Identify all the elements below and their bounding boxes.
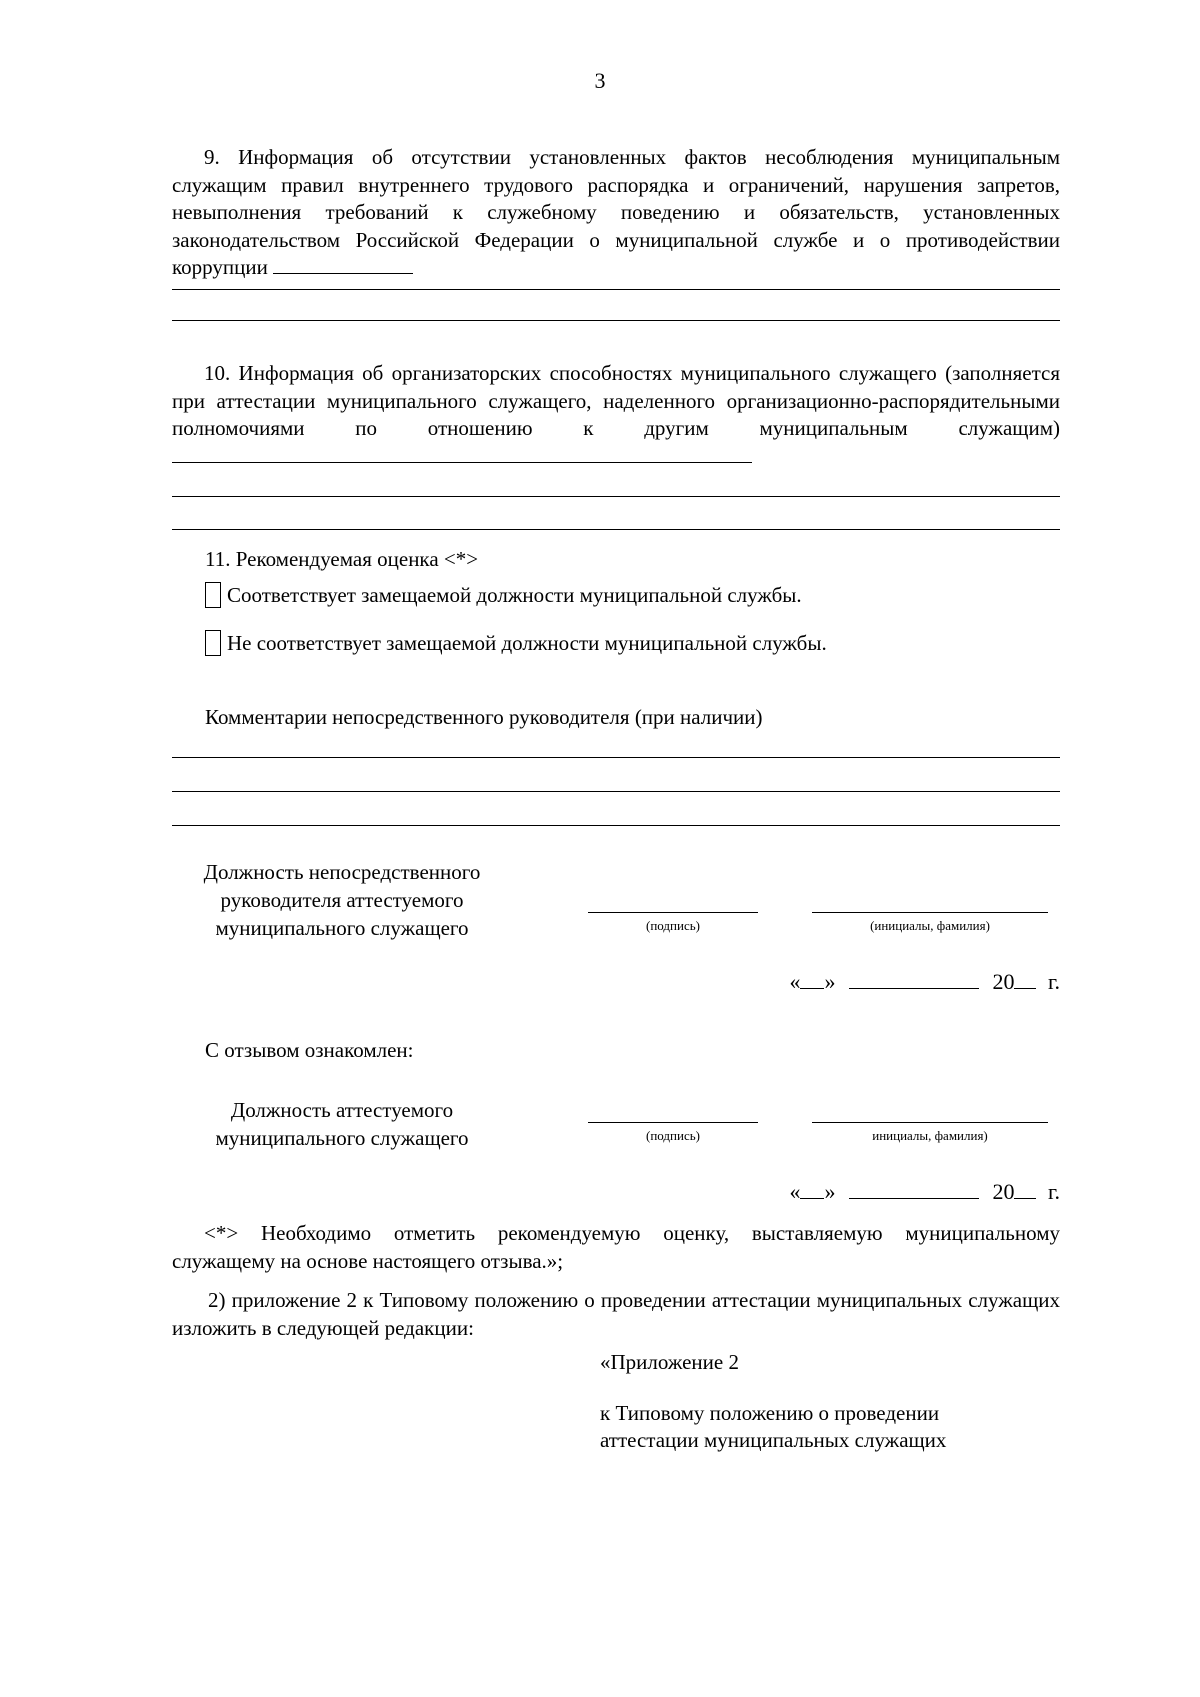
page-number: 3 xyxy=(594,68,606,93)
item-11-title: 11. Рекомендуемая оценка <*> xyxy=(205,547,479,571)
supervisor-signature-line[interactable] xyxy=(588,912,758,913)
item-10-fill[interactable] xyxy=(172,461,752,463)
employee-name-line[interactable] xyxy=(812,1122,1048,1123)
option-matches-row[interactable] xyxy=(205,582,802,608)
employee-date: « » 20 г. xyxy=(789,1179,1060,1204)
item-10-paragraph xyxy=(172,360,1060,470)
employee-date-year[interactable] xyxy=(1014,1178,1036,1199)
option-matches-checkbox[interactable] xyxy=(205,582,221,608)
appendix-title: «Приложение 2 xyxy=(600,1350,739,1374)
employee-signature-line[interactable] xyxy=(588,1122,758,1123)
item-9-paragraph xyxy=(172,144,1060,282)
supervisor-position-line-1: Должность непосредственного xyxy=(203,860,481,884)
supervisor-position-line-3: муниципального служащего xyxy=(215,916,469,940)
comments-label: Комментарии непосредственного руководителя (при наличии) xyxy=(205,705,763,729)
item-10-text: 10. Информация об организаторских способностях муниципального служащего (заполняется при аттестации муниципального служащего, наделенного организационно-распорядительными полномочиями по отношению к другим муниципальным служащим) xyxy=(172,361,1060,440)
supervisor-signature-caption: (подпись) xyxy=(646,918,700,933)
supervisor-date: « » 20 г. xyxy=(789,969,1060,994)
item-10-answer-line-2[interactable] xyxy=(172,529,1060,530)
supervisor-date-month[interactable] xyxy=(849,968,979,989)
item-9-answer-line-2[interactable] xyxy=(172,320,1060,321)
item-2-paragraph: 2) приложение 2 к Типовому положению о проведении аттестации муниципальных служащих изложить в следующей редакции: xyxy=(172,1288,1060,1340)
item-10-answer-line-1[interactable] xyxy=(172,496,1060,497)
option-not-matches-checkbox[interactable] xyxy=(205,630,221,656)
option-matches-label: Соответствует замещаемой должности муниципальной службы. xyxy=(227,582,802,607)
option-not-matches-row[interactable] xyxy=(205,630,827,656)
appendix-subtitle-line-1: к Типовому положению о проведении xyxy=(600,1401,940,1425)
footnote-paragraph: <*> Необходимо отметить рекомендуемую оценку, выставляемую муниципальному служащему на основе настоящего отзыва.»; xyxy=(172,1221,1060,1273)
supervisor-date-day[interactable] xyxy=(800,968,824,989)
employee-position-label xyxy=(172,1096,512,1152)
option-not-matches-label: Не соответствует замещаемой должности муниципальной службы. xyxy=(227,630,827,655)
employee-position-line-2: муниципального служащего xyxy=(215,1126,469,1150)
comments-line-3[interactable] xyxy=(172,825,1060,826)
item-9-text: 9. Информация об отсутствии установленных фактов несоблюдения муниципальным служащим правил внутреннего трудового распорядка и ограничений, нарушения запретов, невыполнения требований к служебному поведению и обязательств, установленных законодательством Российской Федерации о муниципальной службе и о противодействии коррупции xyxy=(172,145,1060,279)
employee-name-caption: инициалы, фамилия) xyxy=(872,1128,988,1143)
item-9-fill[interactable] xyxy=(273,272,413,274)
employee-date-day[interactable] xyxy=(800,1178,824,1199)
employee-position-line-1: Должность аттестуемого xyxy=(230,1098,454,1122)
supervisor-position-line-2: руководителя аттестуемого xyxy=(220,888,464,912)
item-9-answer-line-1[interactable] xyxy=(172,289,1060,290)
comments-line-1[interactable] xyxy=(172,757,1060,758)
appendix-subtitle-line-2: аттестации муниципальных служащих xyxy=(600,1428,947,1452)
employee-date-month[interactable] xyxy=(849,1178,979,1199)
comments-line-2[interactable] xyxy=(172,791,1060,792)
acknowledged-label: С отзывом ознакомлен: xyxy=(205,1038,414,1062)
supervisor-date-year[interactable] xyxy=(1014,968,1036,989)
appendix-subtitle xyxy=(600,1400,946,1454)
supervisor-name-line[interactable] xyxy=(812,912,1048,913)
supervisor-name-caption: (инициалы, фамилия) xyxy=(870,918,990,933)
supervisor-position-label xyxy=(172,858,512,942)
employee-signature-caption: (подпись) xyxy=(646,1128,700,1143)
